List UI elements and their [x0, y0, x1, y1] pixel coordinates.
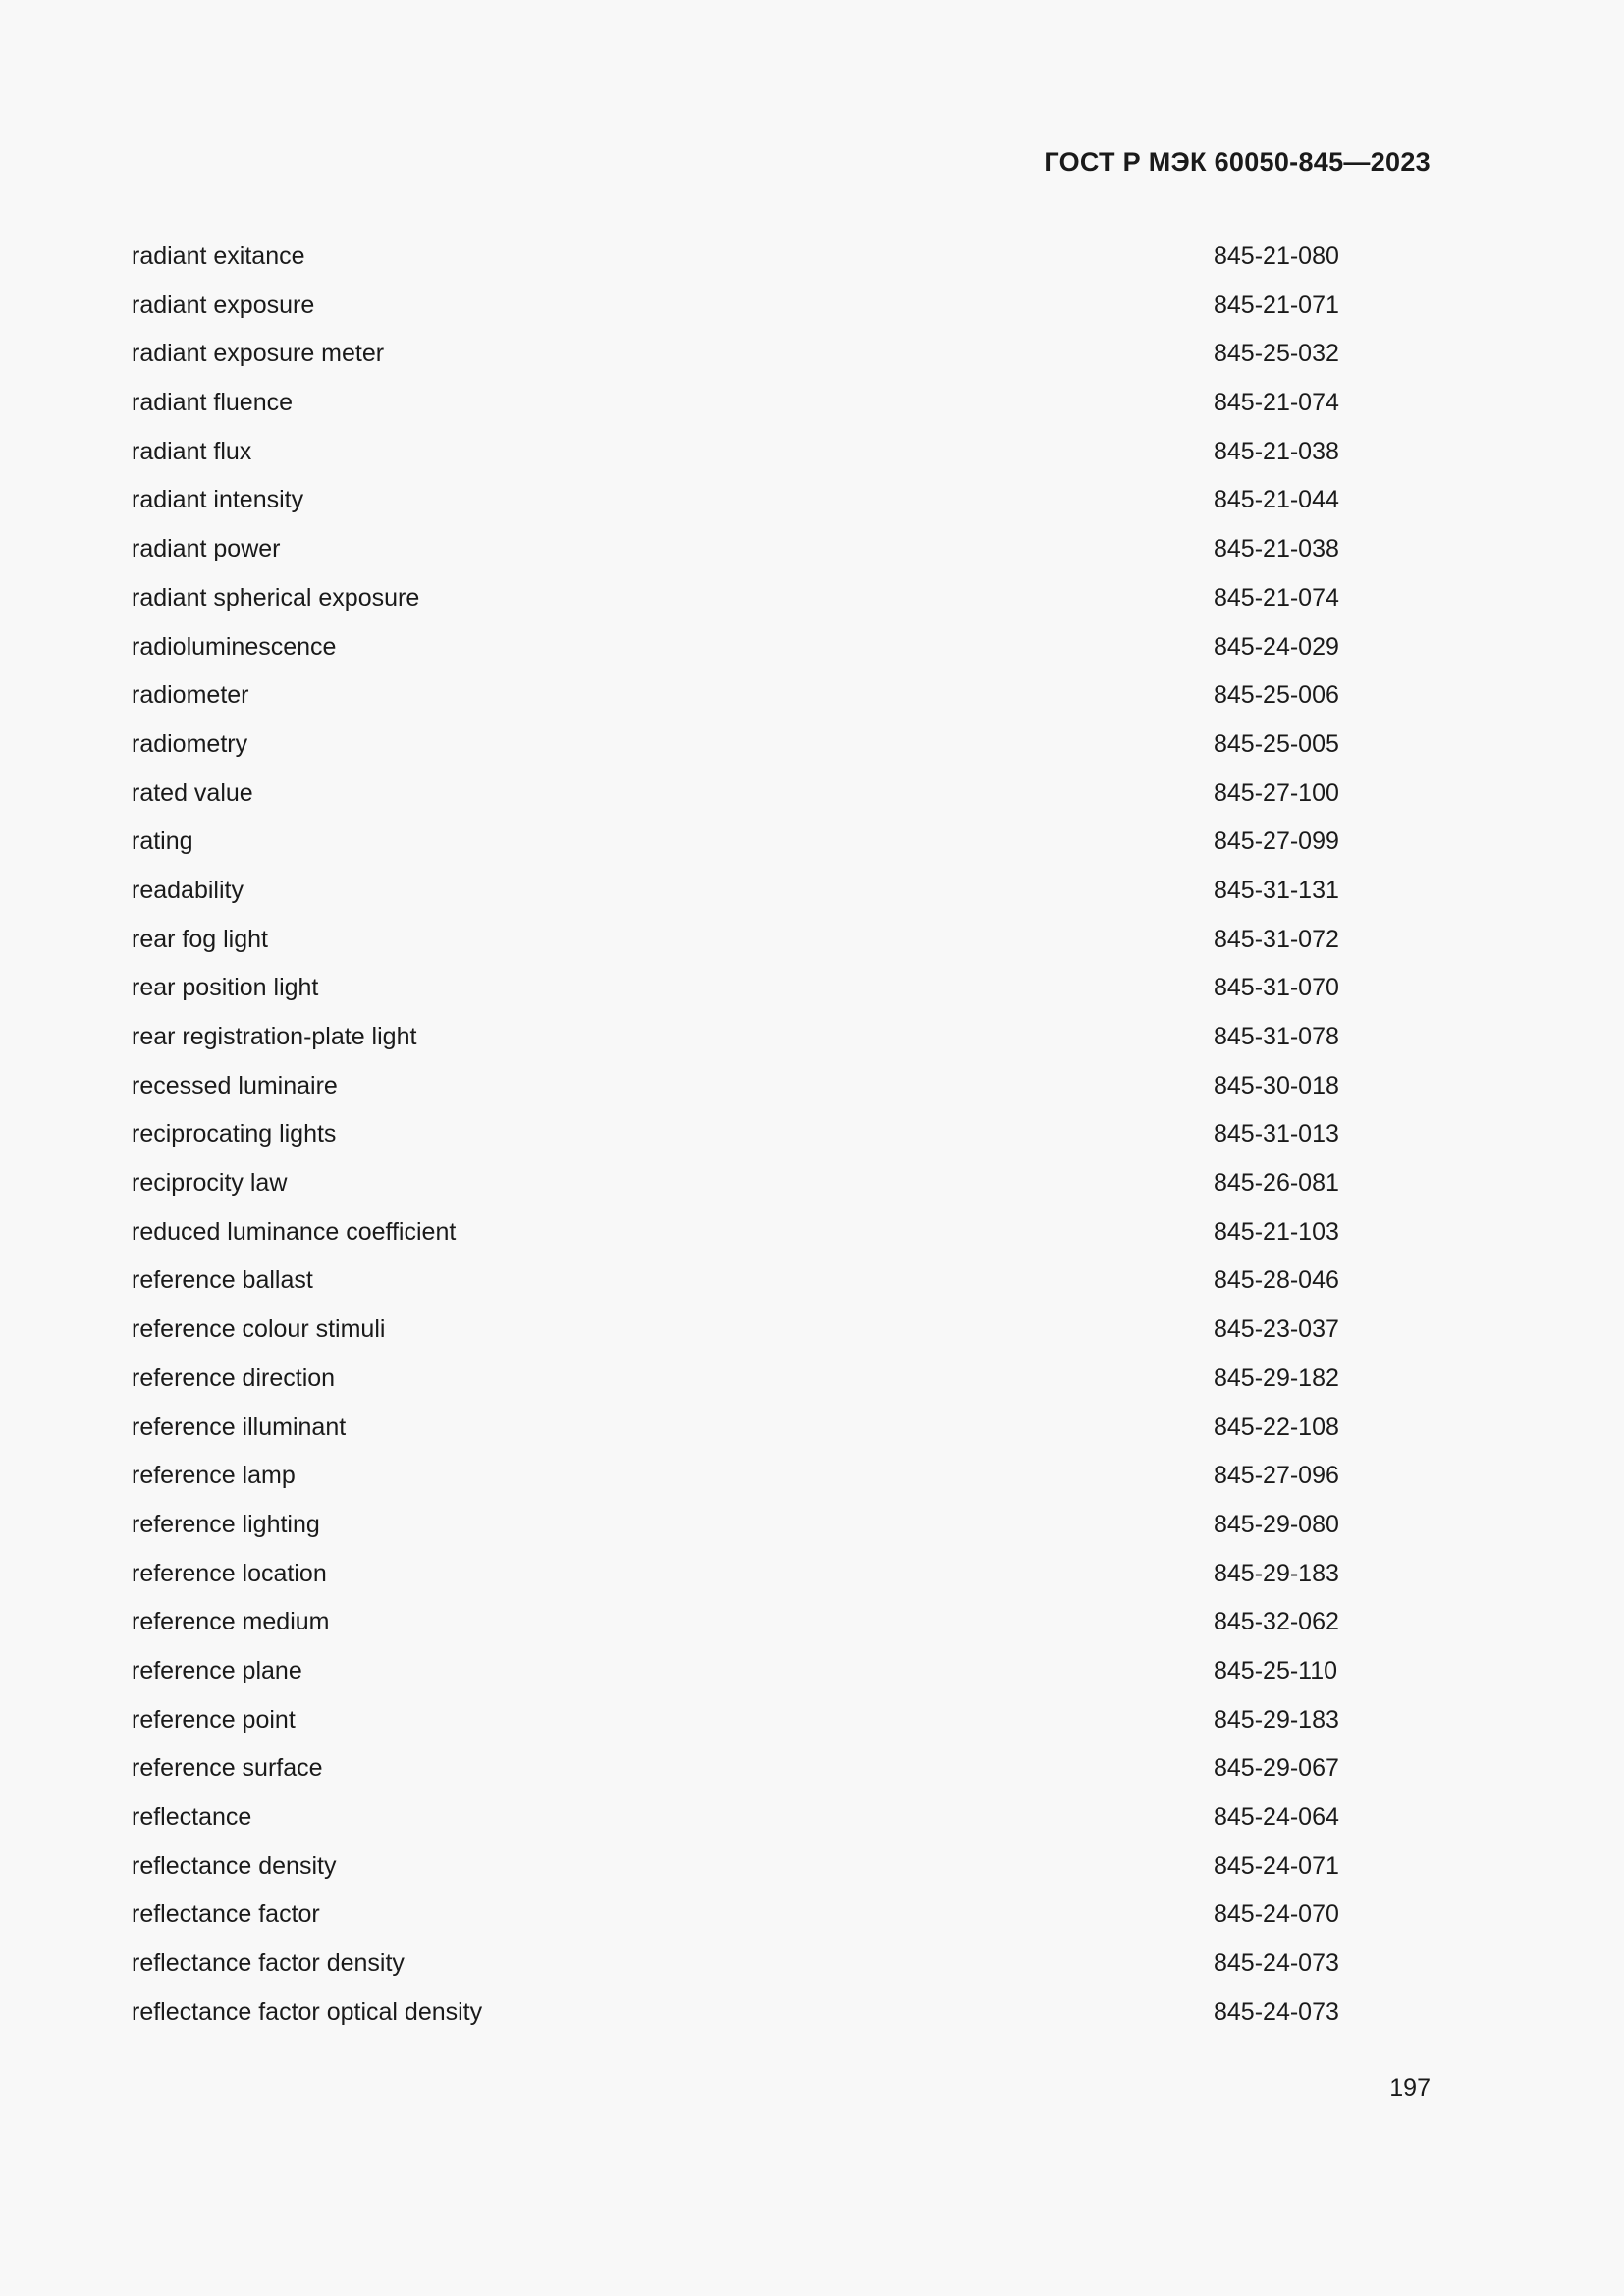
index-code: 845-27-096 — [1214, 1462, 1339, 1490]
index-code: 845-23-037 — [1214, 1315, 1339, 1344]
index-term: reflectance factor density — [132, 1949, 405, 1978]
index-term: reciprocating lights — [132, 1120, 337, 1148]
index-code: 845-28-046 — [1214, 1266, 1339, 1295]
index-entry — [132, 1598, 1339, 1647]
index-entry — [132, 1940, 1339, 1989]
index-term: reference colour stimuli — [132, 1315, 386, 1344]
index-term: radiant exposure — [132, 291, 315, 319]
index-term: reciprocity law — [132, 1169, 288, 1198]
page-number: 197 — [1389, 2074, 1431, 2102]
index-entry — [132, 1696, 1339, 1745]
index-entry — [132, 330, 1339, 379]
index-entry — [132, 1159, 1339, 1208]
index-term: radiant spherical exposure — [132, 583, 420, 612]
index-code: 845-29-183 — [1214, 1705, 1339, 1734]
index-entry — [132, 1404, 1339, 1453]
index-code: 845-29-183 — [1214, 1559, 1339, 1587]
index-code: 845-27-100 — [1214, 778, 1339, 807]
index-code: 845-25-110 — [1214, 1656, 1338, 1684]
index-term: rear registration-plate light — [132, 1023, 417, 1050]
index-term: reference plane — [132, 1656, 302, 1684]
index-code: 845-21-071 — [1214, 291, 1339, 319]
index-code: 845-21-080 — [1214, 242, 1339, 270]
index-term: reference surface — [132, 1754, 323, 1783]
index-entry — [132, 379, 1339, 428]
index-entry — [132, 574, 1339, 623]
index-term: reference illuminant — [132, 1413, 347, 1441]
index-code: 845-21-038 — [1214, 535, 1339, 563]
index-entry — [132, 964, 1339, 1013]
index-term: radioluminescence — [132, 632, 337, 661]
index-code: 845-22-108 — [1214, 1413, 1339, 1441]
standard-header: ГОСТ Р МЭК 60050-845—2023 — [1044, 147, 1431, 177]
index-term: rear position light — [132, 974, 319, 1002]
index-code: 845-29-182 — [1214, 1363, 1339, 1392]
index-entry — [132, 721, 1339, 770]
index-term: radiant exposure meter — [132, 340, 385, 368]
index-code: 845-32-062 — [1214, 1608, 1339, 1636]
index-code: 845-27-099 — [1214, 828, 1339, 856]
index-entry — [132, 1842, 1339, 1892]
index-entry — [132, 1062, 1339, 1111]
index-entry — [132, 1208, 1339, 1257]
index-code: 845-29-080 — [1214, 1510, 1339, 1538]
index-term: reference lighting — [132, 1510, 320, 1538]
index-term: reflectance density — [132, 1851, 337, 1880]
index-code: 845-31-013 — [1214, 1120, 1339, 1148]
index-code: 845-31-078 — [1214, 1023, 1339, 1050]
index-entry — [132, 1989, 1339, 2038]
index-code: 845-24-071 — [1214, 1851, 1339, 1880]
index-entry — [132, 1501, 1339, 1550]
index-entry — [132, 1744, 1339, 1793]
index-code: 845-21-103 — [1214, 1217, 1339, 1246]
index-entry — [132, 1550, 1339, 1599]
index-term: reduced luminance coefficient — [132, 1217, 457, 1246]
index-code: 845-31-072 — [1214, 925, 1339, 953]
index-term: recessed luminaire — [132, 1071, 338, 1099]
index-entry — [132, 1355, 1339, 1404]
index-code: 845-21-044 — [1214, 486, 1339, 514]
index-entry — [132, 867, 1339, 916]
index-term: rating — [132, 828, 193, 856]
index-term: radiometry — [132, 729, 248, 758]
index-term: reflectance — [132, 1803, 252, 1831]
index-entry — [132, 428, 1339, 477]
index-term: reference ballast — [132, 1266, 313, 1295]
index-entry — [132, 1452, 1339, 1501]
index-code: 845-21-038 — [1214, 437, 1339, 465]
index-code: 845-24-029 — [1214, 632, 1339, 661]
index-entry — [132, 818, 1339, 867]
index-entry — [132, 525, 1339, 574]
index-term: reference point — [132, 1705, 296, 1734]
index-term: radiant fluence — [132, 389, 294, 417]
index-term: reflectance factor optical density — [132, 1998, 483, 2026]
index-code: 845-21-074 — [1214, 389, 1339, 417]
index-term: reference location — [132, 1559, 327, 1587]
index-term: reference medium — [132, 1608, 330, 1636]
index-term: radiant exitance — [132, 242, 305, 270]
index-term: radiant flux — [132, 437, 252, 465]
index-term: reference lamp — [132, 1462, 296, 1490]
index-entry — [132, 1306, 1339, 1355]
index-code: 845-24-073 — [1214, 1998, 1339, 2026]
index-code: 845-31-070 — [1214, 974, 1339, 1002]
index-code: 845-29-067 — [1214, 1754, 1339, 1783]
index-term: reference direction — [132, 1363, 336, 1392]
index-code: 845-21-074 — [1214, 583, 1339, 612]
index-term: radiant power — [132, 535, 281, 563]
index-entry — [132, 770, 1339, 819]
index-entry — [132, 476, 1339, 525]
index-term: rated value — [132, 778, 253, 807]
index-entry — [132, 1647, 1339, 1696]
index-code: 845-24-070 — [1214, 1900, 1339, 1929]
index-entry — [132, 282, 1339, 331]
index-term: readability — [132, 876, 244, 904]
index-term: radiant intensity — [132, 486, 304, 514]
index-code: 845-26-081 — [1214, 1169, 1339, 1198]
index-entry — [132, 916, 1339, 965]
index-entry — [132, 1256, 1339, 1306]
index-code: 845-25-032 — [1214, 340, 1339, 368]
index-entry — [132, 1013, 1339, 1062]
term-index-list — [132, 233, 1339, 2037]
index-code: 845-25-006 — [1214, 681, 1339, 710]
index-entry — [132, 671, 1339, 721]
index-entry — [132, 1110, 1339, 1159]
index-code: 845-31-131 — [1214, 876, 1339, 904]
index-entry — [132, 233, 1339, 282]
index-term: radiometer — [132, 681, 249, 710]
index-entry — [132, 623, 1339, 672]
index-code: 845-30-018 — [1214, 1071, 1339, 1099]
index-code: 845-25-005 — [1214, 729, 1339, 758]
index-term: rear fog light — [132, 925, 268, 953]
index-term: reflectance factor — [132, 1900, 320, 1929]
index-entry — [132, 1793, 1339, 1842]
index-code: 845-24-064 — [1214, 1803, 1339, 1831]
index-code: 845-24-073 — [1214, 1949, 1339, 1978]
index-entry — [132, 1891, 1339, 1940]
